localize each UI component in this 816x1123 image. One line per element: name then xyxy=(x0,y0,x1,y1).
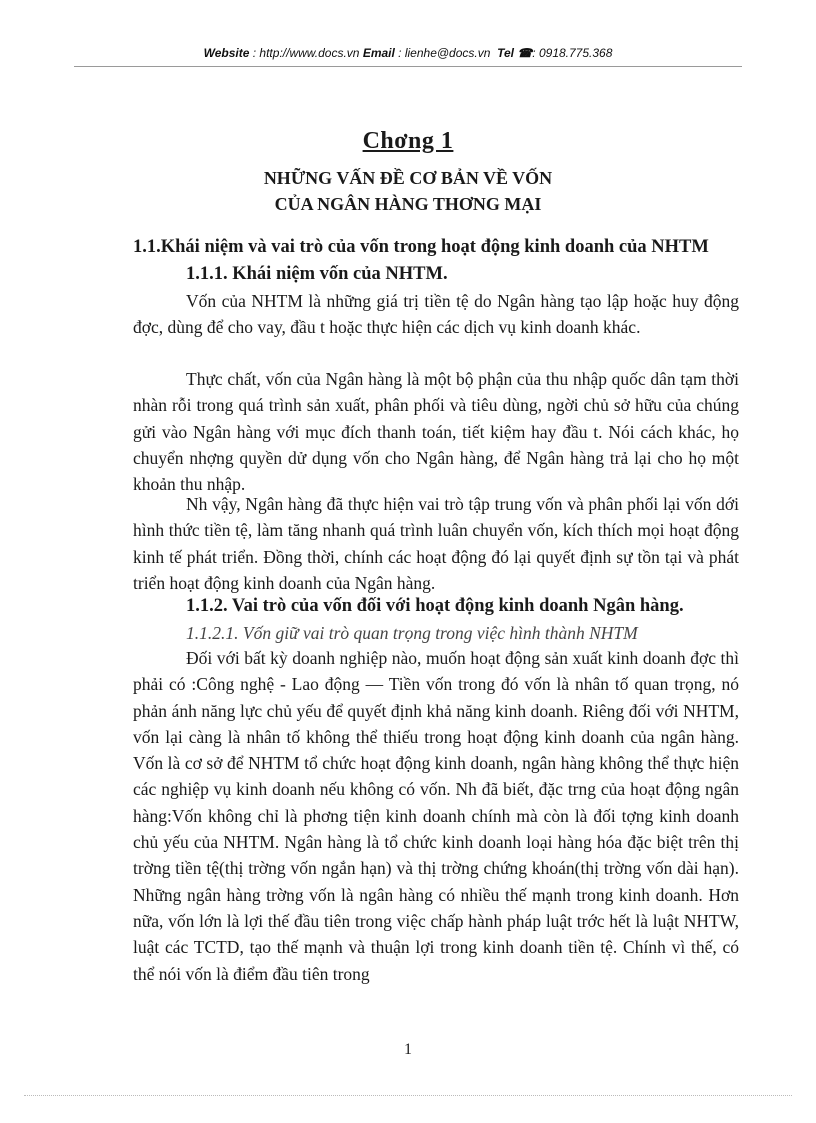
paragraph-importance: Đối với bất kỳ doanh nghiệp nào, muốn hoạt động sản xuất kinh doanh đợc thì phải có :Công nghệ - Lao động — Tiền vốn trong đó vốn là nhân tố quan trọng, nó phản ánh năng lực chủ yếu để quyết định khả năng kinh doanh. Riêng đối với NHTM, vốn lại càng là nhân tố không thể thiếu trong hoạt động kinh doanh của ngân hàng. Vốn là cơ sở để NHTM tổ chức hoạt động kinh doanh, ngân hàng không thể thực hiện các nghiệp vụ kinh doanh nếu không có vốn. Nh đã biết, đặc trng của hoạt động ngân hàng:Vốn không chỉ là phơng tiện kinh doanh chính mà còn là đối tợng kinh doanh chủ yếu của NHTM. Ngân hàng là tổ chức kinh doanh loại hàng hóa đặc biệt trên thị trờng tiền tệ(thị trờng vốn ngắn hạn) và thị trờng chứng khoán(thị trờng vốn dài hạn). Những ngân hàng trờng vốn là ngân hàng có nhiều thế mạnh trong kinh doanh. Hơn nữa, vốn lớn là lợi thế đầu tiên trong việc chấp hành pháp luật trớc hết là luật NHTW, luật các TCTD, tạo thế mạnh và thuận lợi trong kinh doanh tiền tệ. Chính vì thế, có thể nói vốn là điểm đầu tiên trong xyxy=(133,648,739,984)
email-address[interactable]: lienhe@docs.vn xyxy=(404,46,491,60)
footer-divider xyxy=(24,1095,792,1096)
paragraph-essence: Thực chất, vốn của Ngân hàng là một bộ phận của thu nhập quốc dân tạm thời nhàn rỗi trong quá trình sản xuất, phân phối và tiêu dùng, ngời chủ sở hữu của chúng gửi vào Ngân hàng với mục đích thanh toán, tiết kiệm hay đầu t. Nói cách khác, họ chuyển nhợng quyền dử dụng vốn cho Ngân hàng, để Ngân hàng trả lại cho họ một khoản thu nhập. xyxy=(133,369,739,495)
chapter-title-line-2: CỦA NGÂN HÀNG THƠNG MẠI xyxy=(274,194,542,214)
website-url[interactable]: http://www.docs.vn xyxy=(259,46,360,60)
chapter-title-line-1: NHỮNG VẤN ĐỀ CƠ BẢN VỀ VỐN xyxy=(263,168,553,188)
tel-number: : 0918.775.368 xyxy=(532,46,613,60)
section-heading-1-1-1: 1.1.1. Khái niệm vốn của NHTM. xyxy=(186,264,448,284)
page-number: 1 xyxy=(404,1041,412,1058)
header-divider xyxy=(74,66,742,67)
section-heading-1-1: 1.1.Khái niệm và vai trò của vốn trong hoạt động kinh doanh của NHTM xyxy=(133,237,709,257)
email-separator: : xyxy=(394,46,405,60)
email-label: Email xyxy=(362,46,395,60)
paragraph-definition: Vốn của NHTM là những giá trị tiền tệ do Ngân hàng tạo lập hoặc huy động đợc, dùng để cho vay, đầu t hoặc thực hiện các dịch vụ kinh doanh khác. xyxy=(133,291,739,338)
website-label: Website xyxy=(203,46,250,60)
paragraph-role-summary: Nh vậy, Ngân hàng đã thực hiện vai trò tập trung vốn và phân phối lại vốn dới hình thức tiền tệ, làm tăng nhanh quá trình luân chuyển vốn, kích thích mọi hoạt động kinh tế phát triển. Đồng thời, chính các hoạt động đó lại quyết định sự tồn tại và phát triển hoạt động kinh doanh của Ngân hàng. xyxy=(133,494,739,593)
chapter-heading: Chơng 1 xyxy=(362,128,454,154)
page-header xyxy=(0,46,816,60)
section-heading-1-1-2: 1.1.2. Vai trò của vốn đối với hoạt động kinh doanh Ngân hàng. xyxy=(186,596,684,616)
phone-icon: ☎ xyxy=(517,46,533,60)
tel-label: Tel xyxy=(497,46,514,60)
website-separator: : xyxy=(249,46,260,60)
section-heading-1-1-2-1: 1.1.2.1. Vốn giữ vai trò quan trọng trong việc hình thành NHTM xyxy=(186,623,638,643)
